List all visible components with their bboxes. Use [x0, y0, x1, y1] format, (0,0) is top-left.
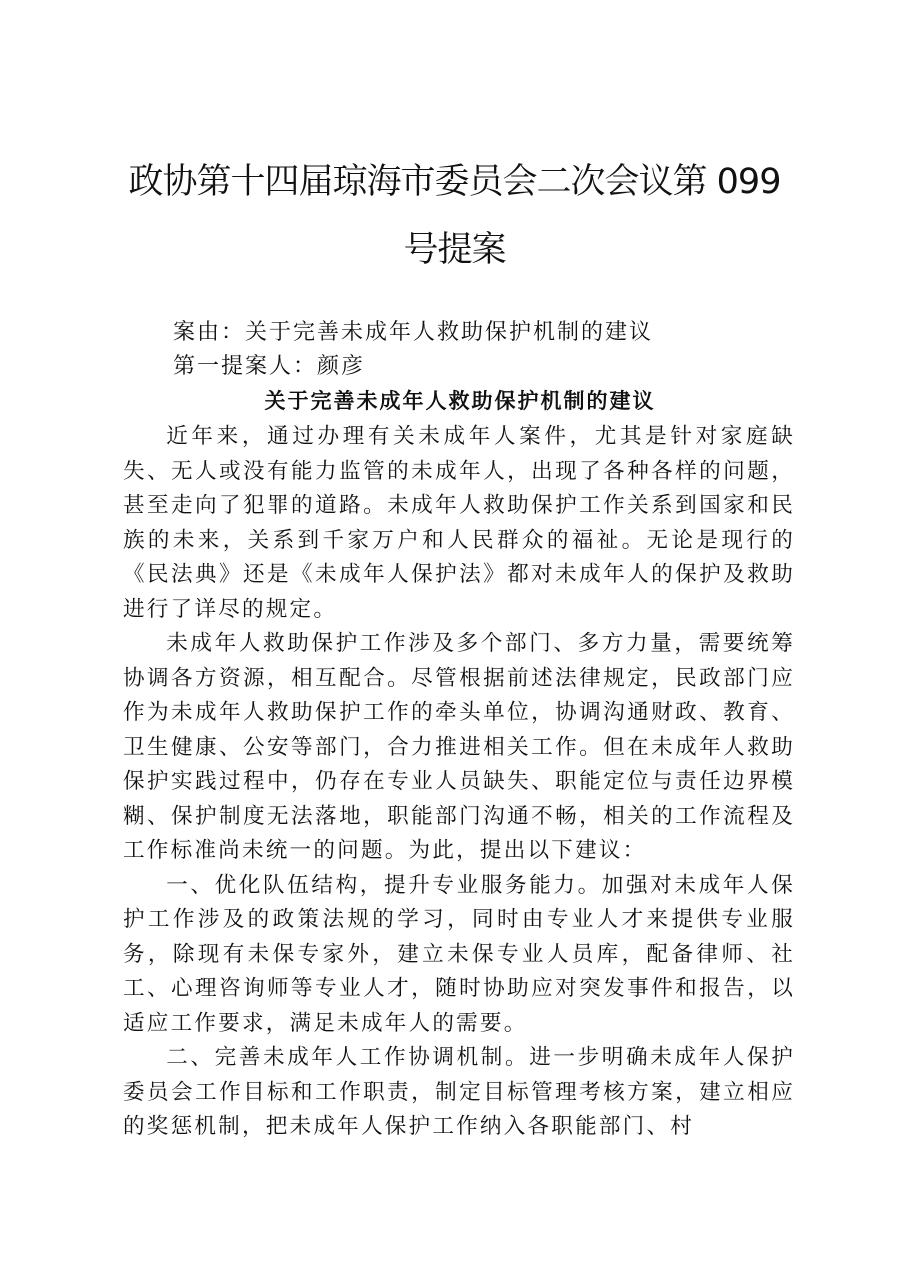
body-paragraph: 近年来，通过办理有关未成年人案件，尤其是针对家庭缺失、无人或没有能力监管的未成年人，出现了各种各样的问题，甚至走向了犯罪的道路。未成年人救助保护工作关系到国家和民族的未来，关系到千家万户和人民群众的福祉。无论是现行的《民法典》还是《未成年人保护法》都对未成年人的保护及救助进行了详尽的规定。: [123, 424, 795, 622]
document-body: [123, 420, 795, 1145]
proposal-cause: 案由：关于完善未成年人救助保护机制的建议: [173, 320, 654, 345]
body-paragraph: 一、优化队伍结构，提升专业服务能力。加强对未成年人保护工作涉及的政策法规的学习，同时由专业人才来提供专业服务，除现有未保专家外，建立未保专业人员库，配备律师、社工、心理咨询师等专业人才，随时协助应对突发事件和报告，以适应工作要求，满足未成年人的需要。: [123, 872, 795, 1036]
body-paragraph: 未成年人救助保护工作涉及多个部门、多方力量，需要统筹协调各方资源，相互配合。尽管根据前述法律规定，民政部门应作为未成年人救助保护工作的牵头单位，协调沟通财政、教育、卫生健康、公安等部门，合力推进相关工作。但在未成年人救助保护实践过程中，仍存在专业人员缺失、职能定位与责任边界模糊、保护制度无法落地，职能部门沟通不畅，相关的工作流程及工作标准尚未统一的问题。为此，提出以下建议：: [123, 631, 795, 863]
document-title-line-2: 号提案: [403, 230, 506, 270]
first-proposer: 第一提案人：颜彦: [173, 354, 366, 379]
proposal-subtitle: 关于完善未成年人救助保护机制的建议: [264, 388, 656, 413]
document-title-line-1: 政协第十四届琼海市委员会二次会议第 099: [128, 162, 781, 202]
body-paragraph: 二、完善未成年人工作协调机制。进一步明确未成年人保护委员会工作目标和工作职责，制定目标管理考核方案，建立相应的奖惩机制，把未成年人保护工作纳入各职能部门、村: [123, 1045, 795, 1139]
